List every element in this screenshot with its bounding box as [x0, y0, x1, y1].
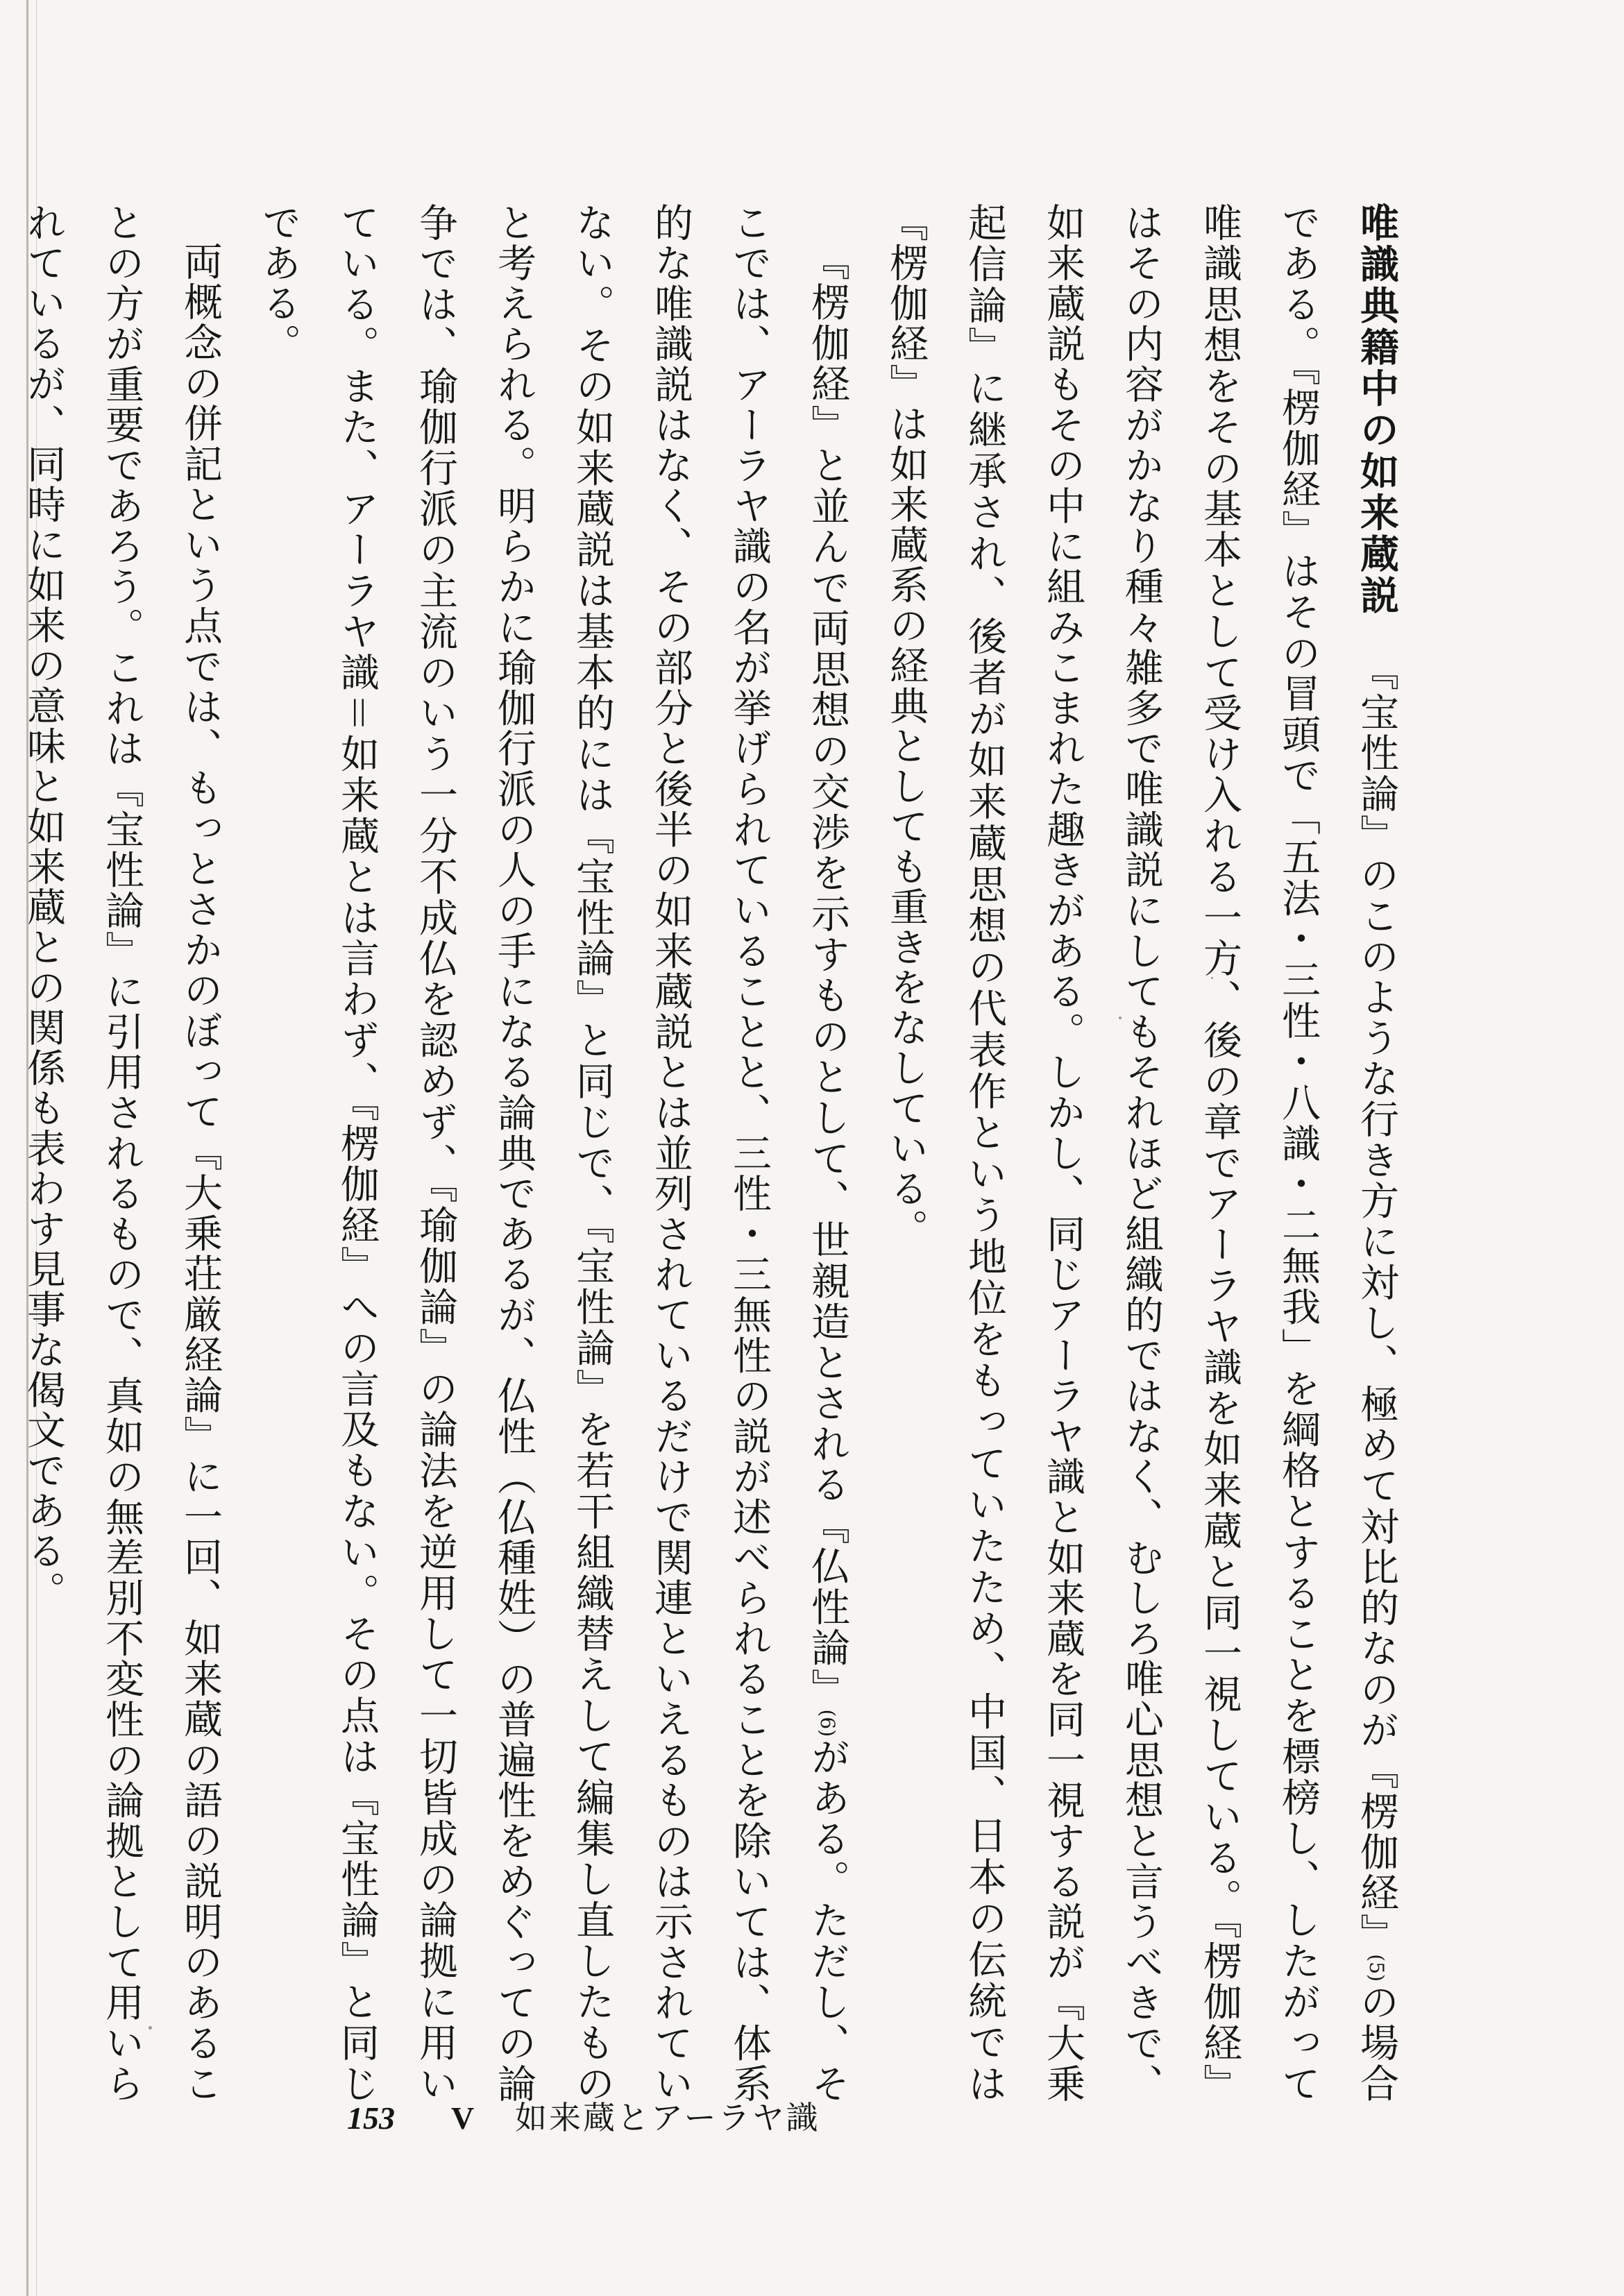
paragraph-text [21, 203, 223, 2104]
section-heading: 唯識典籍中の如来蔵説 [1354, 203, 1399, 617]
text-run: の場合である。『楞伽経』はその冒頭で「五法・三性・八識・二無我」を綱格とすることを標榜し、したがって唯識思想をその基本として受け入れる一方、後の章でアーラヤ識を如来蔵と同一視している。『楞伽経』はその内容がかなり種々雑多で唯識説にしてもそれほど組織的ではなく、むしろ唯心思想と言うべきで、如来蔵説もその中に組みこまれた趣きがある。しかし、同じアーラヤ識と如来蔵を同一視する説が『大乗起信論』に継承され、後者が如来蔵思想の代表作という地位をもっていたため、中国、日本の伝統では『楞伽経』は如来蔵系の経典としても重きをなしている。 [883, 203, 1399, 2104]
paragraph [4, 203, 239, 2104]
paragraph [0, 203, 4, 2104]
text-run: 『宝性論』のこのような行き方に対し、極めて対比的なのが『楞伽経』 [1354, 652, 1399, 1955]
chapter-title: 如来蔵とアーラヤ識 [515, 2099, 820, 2136]
paragraph [867, 203, 1416, 2104]
page-footer [347, 2093, 820, 2141]
text-run: 『楞伽経』と並んで両思想の交渉を示すものとして、世親造とされる『仏性論』 [805, 241, 850, 1710]
paragraph [239, 203, 867, 2104]
paragraph-text [883, 203, 1399, 2104]
text-run: 両概念の併記という点では、もっとさかのぼって『大乗荘厳経論』に一回、如来蔵の語の説明のあることの方が重要であろう。これは『宝性論』に引用されるもので、真如の無差別不変性の論拠として用いられているが、同時に如来の意味と如来蔵との関係も表わす見事な偈文である。 [21, 203, 223, 2104]
page-number: 153 [347, 2100, 395, 2136]
body-text [21, 203, 1416, 2104]
footnote-reference: (5) [1365, 1954, 1388, 1982]
chapter-numeral: V [451, 2100, 475, 2136]
footnote-reference: (6) [816, 1709, 839, 1737]
paragraph-text [256, 203, 850, 2104]
text-run: がある。ただし、そこでは、アーラヤ識の名が挙げられていることと、三性・三無性の説が述べられることを除いては、体系的な唯識説はなく、その部分と後半の如来蔵説とは並列されているだけで関連といえるものは示されていない。その如来蔵説は基本的には『宝性論』と同じで、『宝性論』を若干組織替えして編集し直したものと考えられる。明らかに瑜伽行派の人の手になる論典であるが、仏性（仏種姓）の普遍性をめぐっての論争では、瑜伽行派の主流のいう一分不成仏を認めず、『瑜伽論』の論法を逆用して一切皆成の論拠に用いている。また、アーラヤ識＝如来蔵とは言わず、『楞伽経』への言及もない。その点は『宝性論』と同じである。 [256, 203, 850, 2104]
